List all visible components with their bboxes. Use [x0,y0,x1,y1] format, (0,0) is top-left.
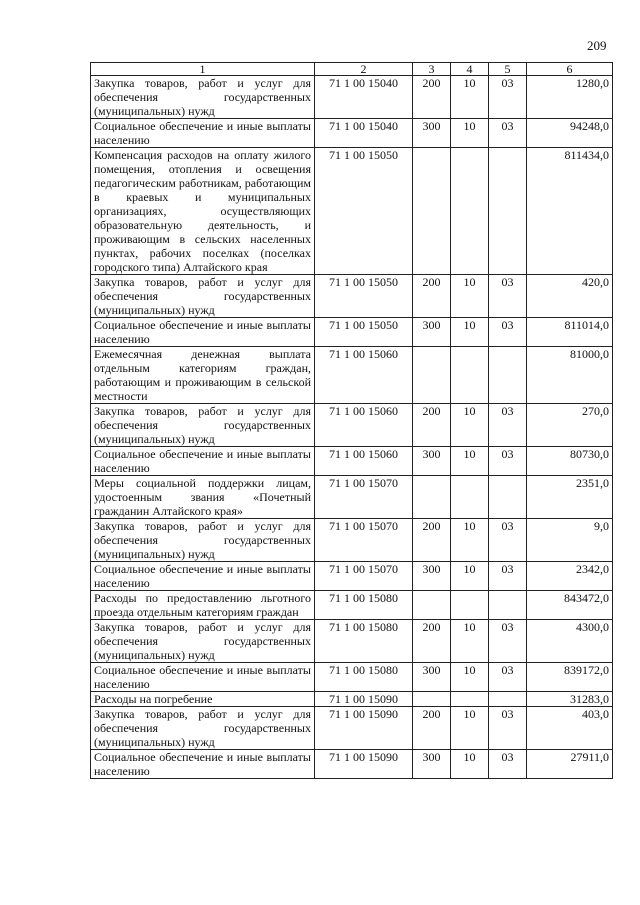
page-number: 209 [587,38,607,53]
amount-cell: 1280,0 [527,76,613,119]
expense-name-cell: Социальное обеспечение и иные выплаты населению [91,318,315,347]
subsection-cell: 03 [489,404,527,447]
expense-name-cell: Расходы по предоставлению льготного проезда отдельным категориям граждан [91,591,315,620]
subsection-cell: 03 [489,318,527,347]
expense-type-cell: 200 [413,404,451,447]
expense-name-cell: Закупка товаров, работ и услуг для обеспечения государственных (муниципальных) нужд [91,519,315,562]
column-header: 2 [315,63,413,76]
column-header: 3 [413,63,451,76]
column-header: 6 [527,63,613,76]
subsection-cell: 03 [489,447,527,476]
expense-name-cell: Социальное обеспечение и иные выплаты населению [91,663,315,692]
table-row [91,275,613,318]
amount-cell: 811014,0 [527,318,613,347]
column-header: 4 [451,63,489,76]
expense-name-cell: Закупка товаров, работ и услуг для обеспечения государственных (муниципальных) нужд [91,620,315,663]
expense-type-cell: 300 [413,562,451,591]
subsection-cell: 03 [489,663,527,692]
subsection-cell [489,692,527,707]
expense-type-cell [413,692,451,707]
target-code-cell: 71 1 00 15050 [315,318,413,347]
target-code-cell: 71 1 00 15060 [315,447,413,476]
table-body [91,76,613,779]
amount-cell: 94248,0 [527,119,613,148]
expense-name-cell: Расходы на погребение [91,692,315,707]
section-cell: 10 [451,119,489,148]
subsection-cell [489,591,527,620]
subsection-cell [489,347,527,404]
table-header-row [91,63,613,76]
table-row [91,76,613,119]
section-cell: 10 [451,519,489,562]
table-row [91,692,613,707]
target-code-cell: 71 1 00 15070 [315,476,413,519]
target-code-cell: 71 1 00 15040 [315,76,413,119]
target-code-cell: 71 1 00 15050 [315,148,413,275]
section-cell: 10 [451,707,489,750]
budget-table [90,62,613,779]
target-code-cell: 71 1 00 15040 [315,119,413,148]
subsection-cell: 03 [489,275,527,318]
amount-cell: 270,0 [527,404,613,447]
target-code-cell: 71 1 00 15090 [315,707,413,750]
expense-name-cell: Закупка товаров, работ и услуг для обеспечения государственных (муниципальных) нужд [91,404,315,447]
table-row [91,591,613,620]
expense-type-cell: 300 [413,663,451,692]
expense-name-cell: Закупка товаров, работ и услуг для обеспечения государственных (муниципальных) нужд [91,275,315,318]
target-code-cell: 71 1 00 15060 [315,347,413,404]
subsection-cell: 03 [489,119,527,148]
amount-cell: 4300,0 [527,620,613,663]
expense-name-cell: Социальное обеспечение и иные выплаты населению [91,119,315,148]
amount-cell: 9,0 [527,519,613,562]
target-code-cell: 71 1 00 15080 [315,663,413,692]
amount-cell: 843472,0 [527,591,613,620]
subsection-cell: 03 [489,620,527,663]
table-row [91,707,613,750]
section-cell [451,347,489,404]
expense-name-cell: Компенсация расходов на оплату жилого помещения, отопления и освещения педагогическим работникам, работающим в краевых и муниципальных организациях, осуществляющих образовательную деятельность, и проживающим в сельских населенных пунктах, рабочих поселках (поселках городского типа) Алтайского края [91,148,315,275]
amount-cell: 31283,0 [527,692,613,707]
expense-type-cell [413,347,451,404]
target-code-cell: 71 1 00 15080 [315,620,413,663]
amount-cell: 27911,0 [527,750,613,779]
section-cell [451,692,489,707]
table-row [91,620,613,663]
column-header: 1 [91,63,315,76]
expense-name-cell: Социальное обеспечение и иные выплаты населению [91,562,315,591]
amount-cell: 80730,0 [527,447,613,476]
section-cell: 10 [451,750,489,779]
target-code-cell: 71 1 00 15090 [315,692,413,707]
amount-cell: 2342,0 [527,562,613,591]
subsection-cell: 03 [489,76,527,119]
table-row [91,562,613,591]
section-cell: 10 [451,318,489,347]
table-row [91,404,613,447]
subsection-cell: 03 [489,750,527,779]
expense-name-cell: Ежемесячная денежная выплата отдельным категориям граждан, работающим и проживающим в сельской местности [91,347,315,404]
section-cell [451,591,489,620]
table-row [91,148,613,275]
amount-cell: 403,0 [527,707,613,750]
expense-name-cell: Закупка товаров, работ и услуг для обеспечения государственных (муниципальных) нужд [91,707,315,750]
expense-type-cell: 300 [413,447,451,476]
expense-type-cell: 200 [413,519,451,562]
expense-name-cell: Социальное обеспечение и иные выплаты населению [91,447,315,476]
expense-type-cell: 300 [413,750,451,779]
expense-name-cell: Закупка товаров, работ и услуг для обеспечения государственных (муниципальных) нужд [91,76,315,119]
amount-cell: 420,0 [527,275,613,318]
target-code-cell: 71 1 00 15090 [315,750,413,779]
amount-cell: 2351,0 [527,476,613,519]
subsection-cell [489,148,527,275]
table-row [91,318,613,347]
section-cell [451,476,489,519]
subsection-cell [489,476,527,519]
table-row [91,476,613,519]
section-cell: 10 [451,620,489,663]
expense-type-cell [413,476,451,519]
subsection-cell: 03 [489,519,527,562]
section-cell: 10 [451,562,489,591]
amount-cell: 81000,0 [527,347,613,404]
table-row [91,347,613,404]
amount-cell: 839172,0 [527,663,613,692]
table-row [91,119,613,148]
subsection-cell: 03 [489,562,527,591]
column-header: 5 [489,63,527,76]
amount-cell: 811434,0 [527,148,613,275]
expense-name-cell: Меры социальной поддержки лицам, удостоенным звания «Почетный гражданин Алтайского края» [91,476,315,519]
expense-type-cell: 300 [413,119,451,148]
table-row [91,447,613,476]
expense-type-cell: 300 [413,318,451,347]
section-cell: 10 [451,275,489,318]
expense-type-cell: 200 [413,275,451,318]
expense-type-cell [413,591,451,620]
target-code-cell: 71 1 00 15050 [315,275,413,318]
table-row [91,750,613,779]
target-code-cell: 71 1 00 15080 [315,591,413,620]
section-cell: 10 [451,404,489,447]
section-cell: 10 [451,76,489,119]
section-cell: 10 [451,447,489,476]
expense-type-cell [413,148,451,275]
expense-name-cell: Социальное обеспечение и иные выплаты населению [91,750,315,779]
target-code-cell: 71 1 00 15070 [315,562,413,591]
section-cell [451,148,489,275]
table-row [91,519,613,562]
target-code-cell: 71 1 00 15060 [315,404,413,447]
subsection-cell: 03 [489,707,527,750]
expense-type-cell: 200 [413,707,451,750]
expense-type-cell: 200 [413,620,451,663]
table-row [91,663,613,692]
section-cell: 10 [451,663,489,692]
target-code-cell: 71 1 00 15070 [315,519,413,562]
expense-type-cell: 200 [413,76,451,119]
